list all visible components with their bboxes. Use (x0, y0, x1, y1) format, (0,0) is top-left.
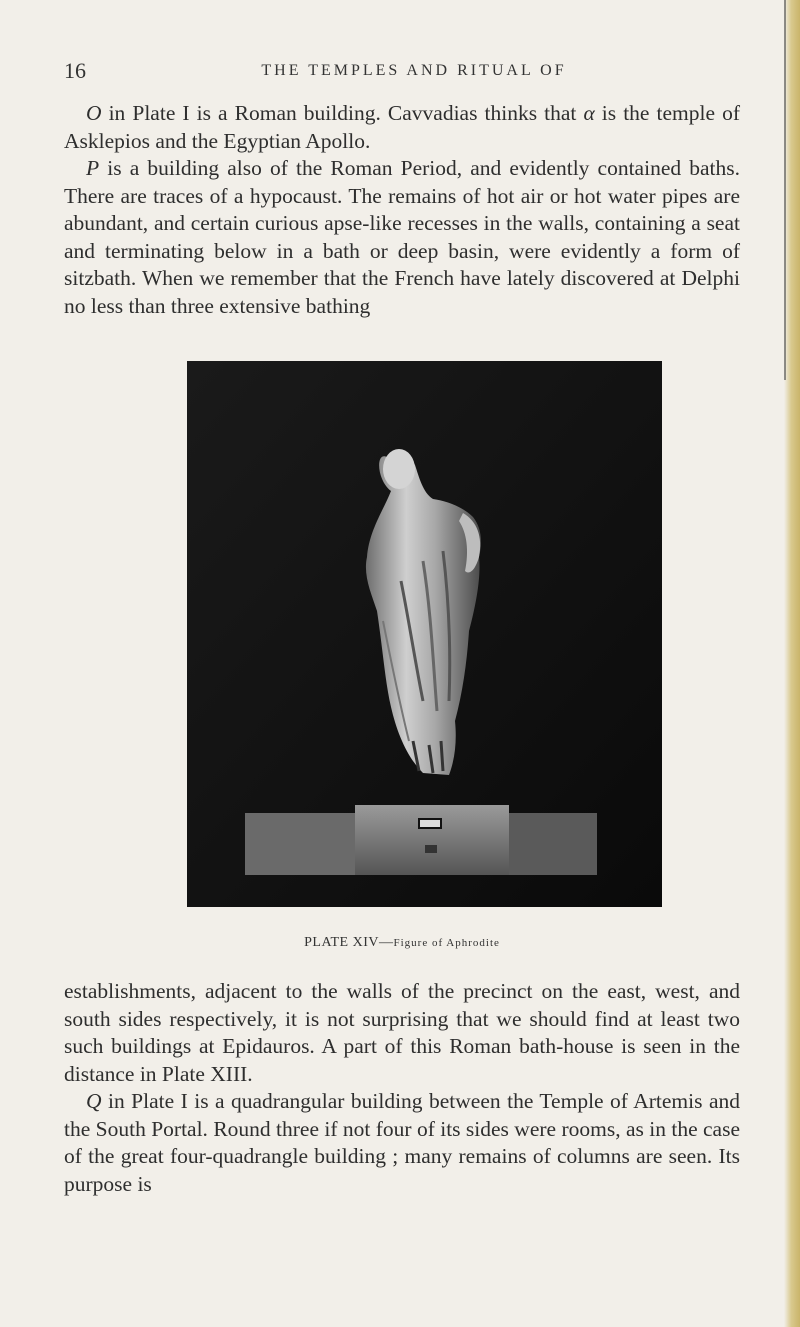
plate-photograph (187, 361, 662, 907)
aphrodite-statue-image (187, 361, 662, 907)
paragraph-o (64, 100, 740, 155)
page-header (64, 58, 764, 88)
paragraph-o-text: in Plate I is a Roman building. Cavvadias thinks that (101, 101, 584, 125)
top-text-block (64, 100, 740, 320)
paragraph-q-text: in Plate I is a quadrangular building between the Temple of Artemis and the South Portal. Round three if not four of its sides were rooms, as in the case of the great four-quadrangle building ; many remains of columns are seen. Its purpose is (64, 1089, 740, 1196)
label-o: O (86, 101, 102, 125)
pedestal-left (245, 813, 357, 875)
paragraph-p (64, 155, 740, 320)
page-edge (784, 0, 800, 1327)
running-head: THE TEMPLES AND RITUAL OF (261, 62, 567, 79)
alpha-letter: α (583, 101, 595, 125)
label-p: P (86, 156, 100, 180)
plate-caption (64, 935, 740, 951)
paragraph-continued: establishments, adjacent to the walls of the precinct on the east, west, and south sides respectively, it is not surprising that we should find at least two such buildings at Epidauros. A part of this Roman bath-house is seen in the distance in Plate XIII. (64, 979, 740, 1086)
paragraph-q (64, 1088, 740, 1198)
caption-title: Figure of Aphrodite (393, 937, 500, 949)
pedestal-center (355, 805, 509, 875)
bottom-text-block (64, 978, 740, 1198)
caption-main: PLATE XIV— (304, 935, 394, 950)
paragraph-p-text: is a building also of the Roman Period, and evidently contained baths. There are traces of a hypocaust. The remains of hot air or hot water pipes are abundant, and certain curious apse-like recesses in the walls, containing a seat and terminating below in a bath or deep basin, were evidently a form of sitzbath. When we remember that the French have lately discovered at Delphi no less than three extensive bathing (64, 156, 740, 318)
page-number: 16 (64, 58, 86, 83)
page-edge-line (784, 0, 786, 380)
label-q: Q (86, 1089, 102, 1113)
paragraph-o-text-b: is the temple of Asklepios and the Egyptian Apollo. (64, 101, 740, 153)
statue-head (383, 449, 415, 489)
pedestal-right (507, 813, 597, 875)
